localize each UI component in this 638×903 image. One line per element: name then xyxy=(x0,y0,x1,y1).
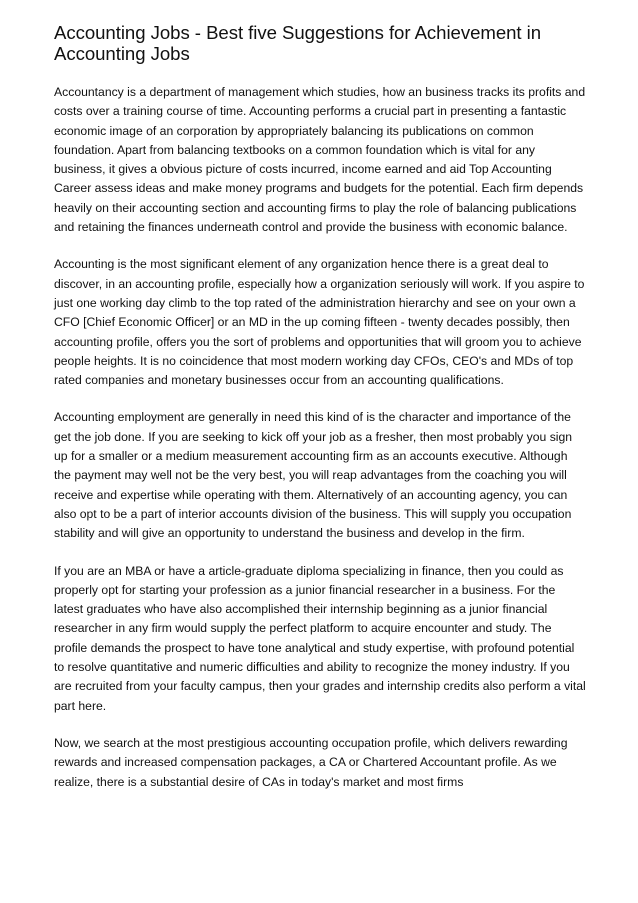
paragraph-accounting-significance: Accounting is the most significant element of any organization hence there is a great deal to discover, in an accounting profile, especially how a organization seriously will work. If you aspire to just one working day climb to the top rated of the administration hierarchy and see on your own a CFO [Chief Economic Officer] or an MD in the up coming fifteen - twenty decades possibly, then accounting profile, offers you the sort of problems and opportunities that will groom you to achieve people heights. It is no coincidence that most modern working day CFOs, CEO's and MDs of top rated companies and monetary businesses occur from an accounting qualifications. xyxy=(54,257,585,388)
paragraph-chartered-accountant: Now, we search at the most prestigious accounting occupation profile, which delivers rewarding rewards and increased compensation packages, a CA or Chartered Accountant profile. As we realize, there is a substantial desire of CAs in today's market and most firms xyxy=(54,735,568,789)
paragraph-accounting-employment: Accounting employment are generally in need this kind of is the character and importance of the get the job done. If you are seeking to kick off your job as a fresher, then most probably you sign up for a smaller or a medium measurement accounting firm as an accounts executive. Although the payment may well not be the very best, you will reap advantages from the coaching you will receive and expertise while operating with them. Alternatively of an accounting agency, you can also opt to be a part of interior accounts division of the business. This will supply you occupation stability and will give an opportunity to understand the business and develop in the firm. xyxy=(54,410,573,541)
paragraph-mba-finance: If you are an MBA or have a article-graduate diploma specializing in finance, then you could as properly opt for starting your profession as a junior financial researcher in a business. For the latest graduates who have also accomplished their internship beginning as a junior financial researcher in any firm would supply the perfect platform to acquire encounter and study. The profile demands the prospect to have tone analytical and study expertise, with profound potential to resolve quantitative and numeric difficulties and ability to recognize the money industry. If you are recruited from your faculty campus, then your grades and internship credits also perform a vital part here. xyxy=(54,563,586,713)
document-page xyxy=(54,22,586,810)
paragraph-accountancy-intro: Accountancy is a department of management which studies, how an business tracks its profits and costs over a training course of time. Accounting performs a crucial part in presenting a fantastic economic image of an corporation by appropriately balancing its publications on common foundation. Apart from balancing textbooks on a common foundation which is vital for any business, it gives a obvious picture of costs incurred, income earned and aid Top Accounting Career assess ideas and make money programs and budgets for the potential. Each firm depends heavily on their accounting section and accounting firms to play the role of balancing publications and retaining the finances underneath control and provide the business with economic balance. xyxy=(54,85,586,235)
document-title: Accounting Jobs - Best five Suggestions for Achievement in Accounting Jobs xyxy=(54,22,542,64)
